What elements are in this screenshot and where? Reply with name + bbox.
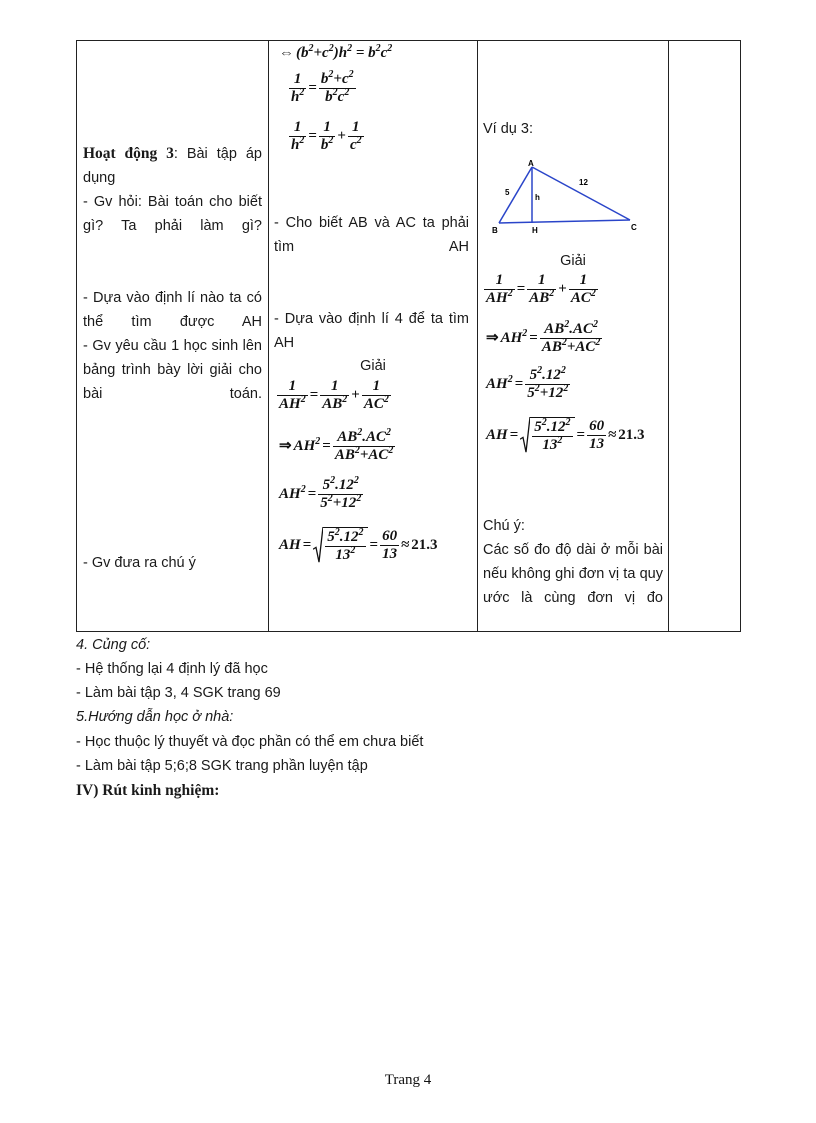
side-ac [532,167,630,220]
section-experience-title: IV) Rút kinh nghiệm: [76,782,220,799]
label-height: h [535,193,540,202]
label-h: H [532,226,538,235]
lesson-table [76,40,741,632]
student-activity-column [269,41,477,631]
side-ab [499,167,532,223]
teacher-question-1: - Gv hỏi: Bài toán cho biết gì? Ta phải làm gì? [83,194,262,234]
formula-ah-reciprocal: $\frac{1}{AH^2}$ = $\frac{1}{AB^2}$ + $\frac{1}{AC^2}$ [279,378,389,412]
teacher-question-3: - Gv yêu cầu 1 học sinh lên bảng trình bày lời giải cho bài toán. [83,338,262,402]
section-5-title: 5.Hướng dẫn học ở nhà: [76,709,234,725]
label-b: B [492,226,498,235]
note-body: Các số đo độ dài ở mỗi bài nếu không ghi đơn vị ta quy ước là cùng đơn vị đo [483,542,663,606]
teacher-activity-column [77,41,268,631]
solution-label: Giải [560,253,586,269]
section-4-item: - Làm bài tập 3, 4 SGK trang 69 [76,685,281,701]
page-number: Trang 4 [384,1072,432,1088]
formula-equiv: ⇔ $(b^2+c^2)h^2 = b^2c^2$ [279,43,393,62]
formula-reciprocal-h: $\frac{1}{h^2}$ = $\frac{b^2+c^2}{b^2c^2}$ [291,69,354,105]
activity-heading: Hoạt động 3: Bài tập áp dụng [83,145,262,186]
label-ab-length: 5 [505,188,510,197]
formula-ah-numeric: $AH^2$ = $\frac{5^2.12^2}{5^2+12^2}$ [279,475,362,511]
formula-ah-numeric: $AH^2$ = $\frac{5^2.12^2}{5^2+12^2}$ [486,365,569,401]
student-answer-2: - Dựa vào định lí 4 để ta tìm AH [274,311,469,351]
formula-ah-squared: ⇒ $AH^2$ = $\frac{AB^2.AC^2}{AB^2+AC^2}$ [486,319,601,355]
formula-theorem-4: $\frac{1}{h^2}$ = $\frac{1}{b^2}$ + $\frac{1}{c^2}$ [291,119,362,153]
formula-ah-result: AH = $\frac{5^2.12^2}{13^2}$ = $\frac{60}{13}$ ≈ 21.3 [486,417,645,453]
formula-ah-result: AH = $\frac{5^2.12^2}{13^2}$ = $\frac{60}{13}$ ≈ 21.3 [279,527,438,563]
label-c: C [631,223,637,232]
section-5-item: - Học thuộc lý thuyết và đọc phần có thể em chưa biết [76,734,424,750]
notes-column [669,41,741,631]
example-label: Ví dụ 3: [483,121,533,137]
note-title: Chú ý: [483,518,525,534]
right-triangle-figure [488,157,648,237]
student-answer-1: - Cho biết AB và AC ta phải tìm AH [274,215,469,255]
content-column [478,41,668,631]
label-ac-length: 12 [579,178,588,187]
side-bc [499,220,630,223]
section-4-title: 4. Củng cố: [76,637,151,653]
label-a: A [528,159,534,168]
teacher-question-2: - Dựa vào định lí nào ta có thể tìm được AH [83,290,262,330]
teacher-question-4: - Gv đưa ra chú ý [83,555,196,571]
formula-ah-squared: ⇒ $AH^2$ = $\frac{AB^2.AC^2}{AB^2+AC^2}$ [279,427,394,463]
section-4-item: - Hệ thống lại 4 định lý đã học [76,661,268,677]
section-5-item: - Làm bài tập 5;6;8 SGK trang phần luyện tập [76,758,368,774]
formula-ah-reciprocal: $\frac{1}{AH^2}$ = $\frac{1}{AB^2}$ + $\frac{1}{AC^2}$ [486,272,596,306]
solution-label: Giải [360,358,386,374]
